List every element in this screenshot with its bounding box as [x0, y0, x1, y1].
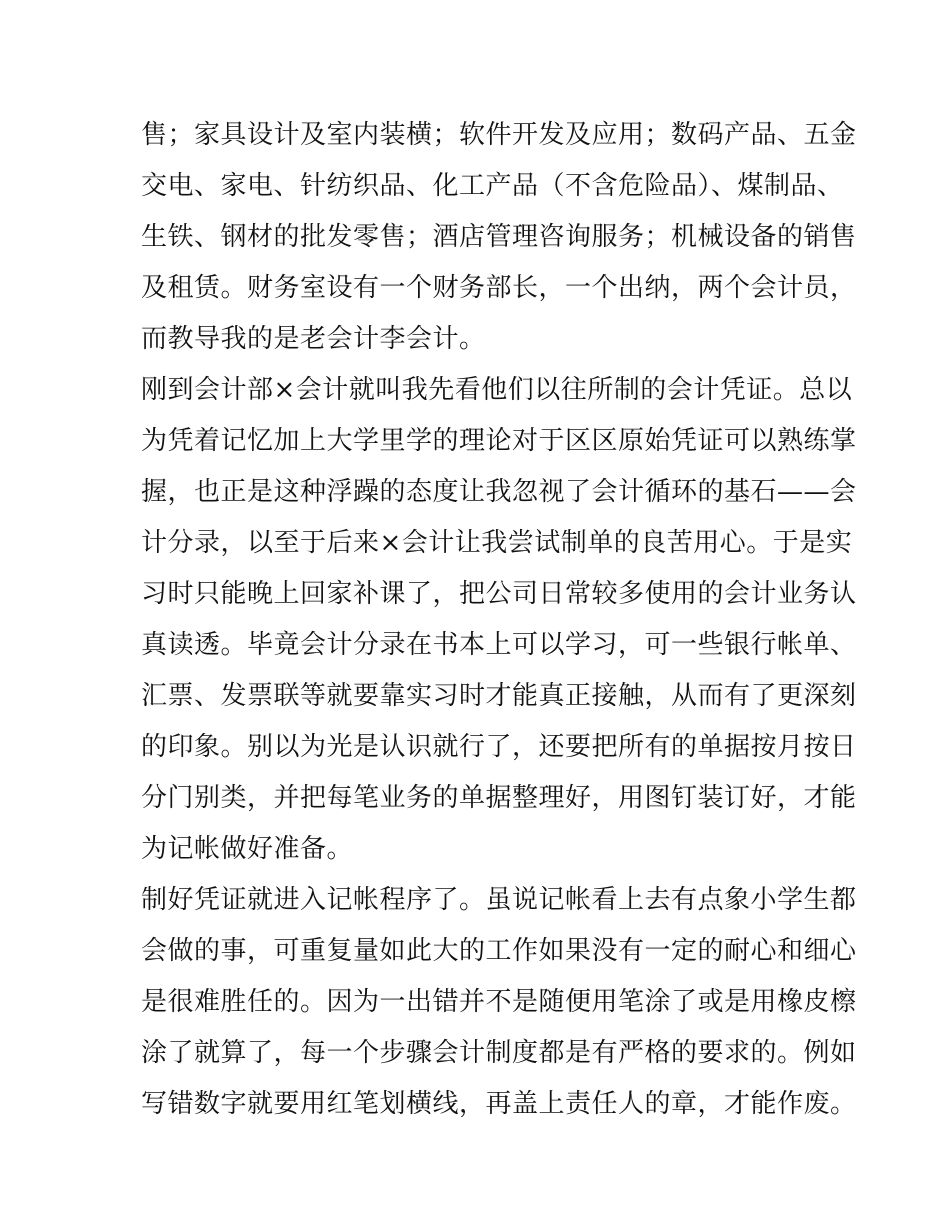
text-line: 计分录，以至于后来×会计让我尝试制单的良苦用心。于是实 [141, 528, 853, 558]
text-line: 制好凭证就进入记帐程序了。虽说记帐看上去有点象小学生都 [141, 885, 857, 915]
text-line: 为凭着记忆加上大学里学的理论对于区区原始凭证可以熟练掌 [141, 426, 857, 456]
text-line: 真读透。毕竟会计分录在书本上可以学习，可一些银行帐单、 [141, 630, 857, 660]
text-line: 写错数字就要用红笔划横线，再盖上责任人的章，才能作废。 [141, 1089, 857, 1119]
paragraph-1 [141, 110, 857, 365]
text-line: 握，也正是这种浮躁的态度让我忽视了会计循环的基石——会 [141, 477, 857, 507]
paragraph-3 [141, 875, 857, 1130]
text-line: 涂了就算了，每一个步骤会计制度都是有严格的要求的。例如 [141, 1038, 857, 1068]
text-line: 而教导我的是老会计李会计。 [141, 324, 486, 354]
text-line: 分门别类，并把每笔业务的单据整理好，用图钉装订好，才能 [141, 783, 857, 813]
text-line: 售；家具设计及室内装横；软件开发及应用；数码产品、五金 [141, 120, 857, 150]
text-line: 会做的事，可重复量如此大的工作如果没有一定的耐心和细心 [141, 936, 857, 966]
text-line: 为记帐做好准备。 [141, 834, 354, 864]
text-line: 生铁、钢材的批发零售；酒店管理咨询服务；机械设备的销售 [141, 222, 857, 252]
text-line: 及租赁。财务室设有一个财务部长，一个出纳，两个会计员， [141, 273, 857, 303]
text-line: 汇票、发票联等就要靠实习时才能真正接触，从而有了更深刻 [141, 681, 857, 711]
text-line: 刚到会计部×会计就叫我先看他们以往所制的会计凭证。总以 [141, 375, 853, 405]
document-body [141, 110, 857, 1130]
paragraph-2 [141, 365, 857, 875]
text-line: 的印象。别以为光是认识就行了，还要把所有的单据按月按日 [141, 732, 857, 762]
text-line: 是很难胜任的。因为一出错并不是随便用笔涂了或是用橡皮檫 [141, 987, 857, 1017]
text-line: 习时只能晚上回家补课了，把公司日常较多使用的会计业务认 [141, 579, 857, 609]
text-line: 交电、家电、针纺织品、化工产品（不含危险品）、煤制品、 [141, 171, 844, 201]
